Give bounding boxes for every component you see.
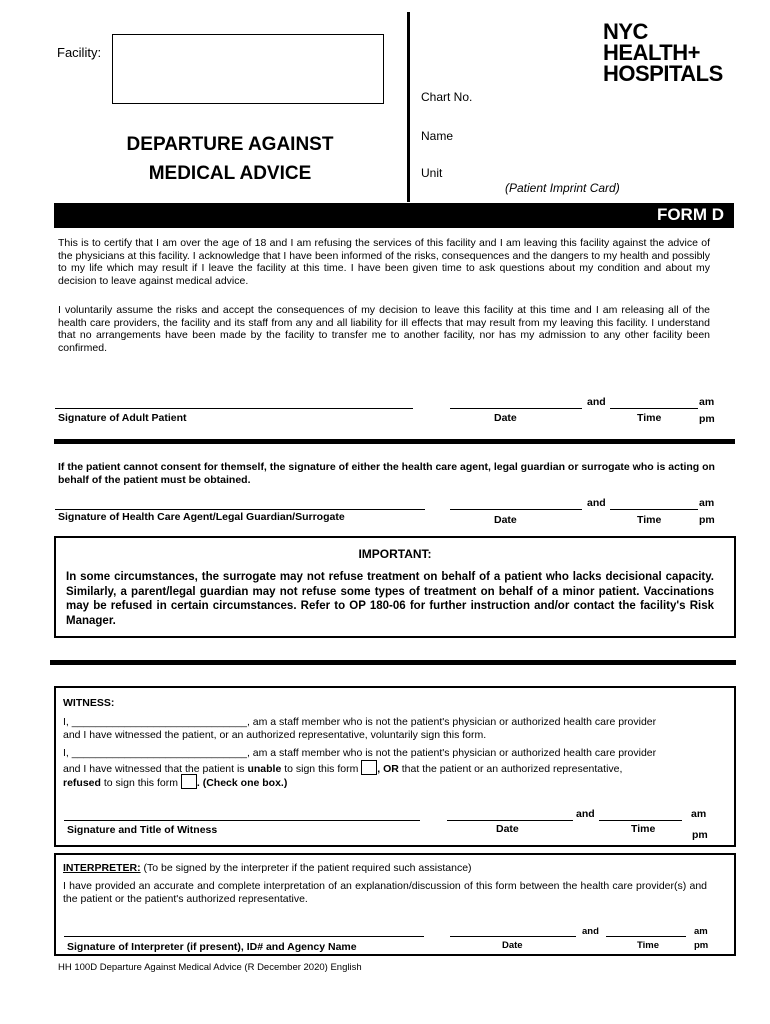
witness-date-line[interactable] (447, 820, 573, 821)
section-divider (54, 439, 735, 444)
form-title-line2: MEDICAL ADVICE (148, 163, 312, 184)
date-label: Date (496, 823, 519, 835)
surrogate-time-line[interactable] (610, 509, 698, 510)
form-footer: HH 100D Departure Against Medical Advice (R December 2020) English (58, 962, 362, 973)
am-label: am (694, 926, 708, 937)
witness-statement-2a: I, ______________________________, am a staff member who is not the patient's physician or authorized health care provider (63, 747, 657, 759)
important-title: IMPORTANT: (358, 547, 432, 561)
interpreter-signature-line[interactable] (64, 936, 424, 937)
witness-time-line[interactable] (599, 820, 682, 821)
date-label: Date (502, 940, 523, 951)
interpreter-signature-label: Signature of Interpreter (if present), ID# and Agency Name (67, 941, 357, 953)
am-label: am (699, 497, 715, 509)
witness-statement-3: refused to sign this form . (Check one box.) (63, 774, 723, 790)
am-label: am (699, 396, 715, 408)
interpreter-statement: I have provided an accurate and complete interpretation of an explanation/discussion of this form between the health care provider(s) and the patient or the patient's authorized representative. (63, 880, 707, 905)
important-text: In some circumstances, the surrogate may not refuse treatment on behalf of a patient who lacks decisional capacity. Similarly, a parent/legal guardian may not refuse some types of treatment on behalf of a minor patient. Vaccinations may be refused in certain circumstances. Refer to OP 180-06 for further instruction and/or contact the facility's Risk Manager. (66, 571, 714, 627)
header-divider (407, 12, 410, 202)
form-bar-label: FORM D (656, 205, 724, 224)
surrogate-signature-line[interactable] (55, 509, 425, 510)
witness-statement-1a: I, ______________________________, am a staff member who is not the patient's physician or authorized health care provider (63, 716, 657, 728)
pm-label: pm (692, 829, 708, 841)
witness-statement-1b: and I have witnessed the patient, or an authorized representative, voluntarily sign this form. (63, 729, 487, 741)
interpreter-date-line[interactable] (450, 936, 576, 937)
facility-label: Facility: (57, 45, 102, 60)
unit-label: Unit (421, 166, 443, 180)
patient-signature-line[interactable] (55, 408, 413, 409)
time-label: Time (637, 412, 662, 424)
pm-label: pm (694, 940, 709, 951)
time-label: Time (637, 940, 660, 951)
witness-title: WITNESS: (63, 697, 115, 709)
section-divider (50, 660, 736, 665)
am-label: am (691, 808, 707, 820)
surrogate-note: If the patient cannot consent for themself, the signature of either the health care agent, legal guardian or surrogate who is acting on behalf of the patient must be obtained. (58, 461, 715, 486)
name-label: Name (421, 129, 454, 143)
interpreter-time-line[interactable] (606, 936, 686, 937)
surrogate-date-line[interactable] (450, 509, 582, 510)
and-label: and (587, 497, 606, 509)
patient-signature-label: Signature of Adult Patient (58, 412, 187, 424)
witness-signature-line[interactable] (64, 820, 420, 821)
facility-input-box[interactable] (112, 34, 384, 104)
pm-label: pm (699, 514, 715, 526)
witness-signature-label: Signature and Title of Witness (67, 824, 218, 836)
pm-label: pm (699, 413, 715, 425)
interpreter-title: INTERPRETER: (To be signed by the interpreter if the patient required such assistance) (63, 862, 472, 874)
certification-paragraph: This is to certify that I am over the age of 18 and I am refusing the services of this facility and I am leaving this facility against the advice of the physicians at this facility. I acknowledge that I have been informed of the risks, consequences and the dangers to my health and possibly to my life which may result if I leave the facility at this time. I have been given time to ask questions about my condition and about my decision to leave against medical advice. (58, 237, 710, 287)
and-label: and (576, 808, 595, 820)
date-label: Date (494, 412, 517, 424)
time-label: Time (637, 514, 662, 526)
and-label: and (587, 396, 606, 408)
and-label: and (582, 926, 599, 937)
chart-no-label: Chart No. (421, 90, 473, 104)
patient-date-line[interactable] (450, 408, 582, 409)
unable-checkbox[interactable] (361, 760, 377, 775)
nyc-health-hospitals-logo: NYC HEALTH+ HOSPITALS (603, 19, 723, 86)
date-label: Date (494, 514, 517, 526)
witness-statement-2b: and I have witnessed that the patient is unable to sign this form , OR that the patient or an authorized representative, (63, 760, 723, 776)
time-label: Time (631, 823, 656, 835)
release-paragraph: I voluntarily assume the risks and accept the consequences of my decision to leave this facility at this time and I am releasing all of the health care providers, the facility and its staff from any and all liability for ill effects that may result from my leaving this facility. I understand that no arrangements have been made by the facility to transfer me to another facility, nor has my admission to any other facility been confirmed. (58, 304, 710, 354)
surrogate-signature-label: Signature of Health Care Agent/Legal Guardian/Surrogate (58, 511, 345, 523)
patient-imprint-label: (Patient Imprint Card) (505, 181, 620, 195)
form-title-line1: DEPARTURE AGAINST (126, 134, 334, 155)
refused-checkbox[interactable] (181, 774, 197, 789)
patient-time-line[interactable] (610, 408, 698, 409)
